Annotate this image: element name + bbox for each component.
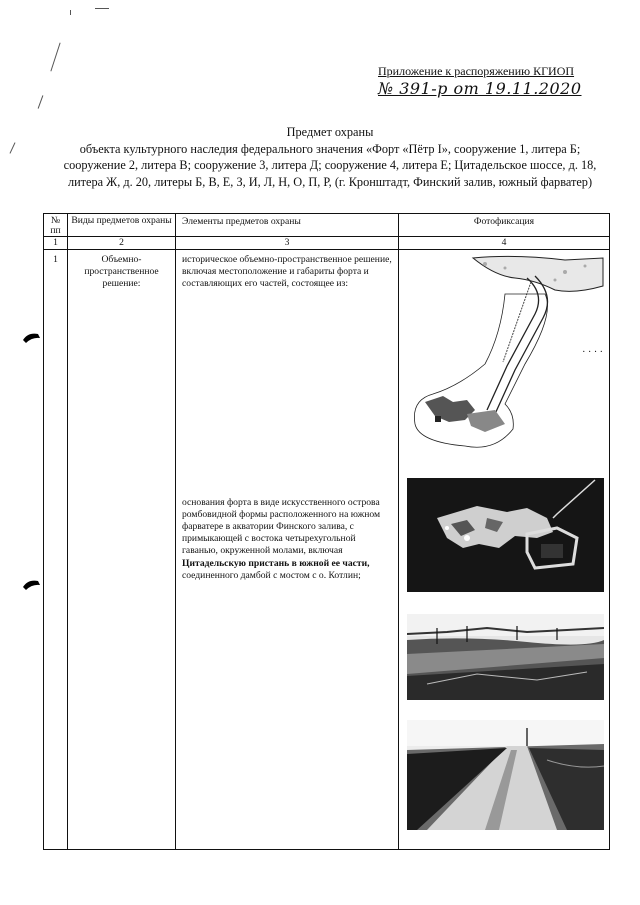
dam-bridge-photo	[407, 614, 604, 700]
scan-artifact-line	[70, 10, 71, 15]
document-title	[50, 124, 610, 190]
protection-subject-table	[43, 213, 610, 850]
binder-hole-mark	[22, 577, 42, 598]
element-2-text-end: соединенного дамбой с мостом с о. Котлин;	[182, 569, 361, 581]
header-num: № пп	[44, 214, 68, 237]
order-number-date: № 391-р от 19.11.2020	[378, 79, 582, 98]
row-number: 1	[44, 250, 68, 850]
fort-plan-drawing	[405, 254, 605, 454]
header-photo: Фотофиксация	[399, 214, 610, 237]
element-paragraph-1: историческое объемно-пространственное решение, включая местоположение и габариты форта и составляющих его частей, состоящее из:	[182, 254, 392, 290]
index-cell: 2	[68, 237, 176, 250]
binder-hole-mark	[22, 330, 42, 351]
table-header-row	[44, 214, 610, 237]
scan-artifact-line	[10, 142, 16, 153]
row-elements	[176, 250, 399, 850]
fort-aerial-photo	[407, 478, 604, 592]
header-kind: Виды предметов охраны	[68, 214, 176, 237]
header-elements: Элементы предметов охраны	[176, 214, 399, 237]
photo-column	[399, 250, 609, 849]
scan-artifact-line	[38, 95, 44, 108]
table-row	[44, 250, 610, 850]
photo-dots: · · · ·	[582, 347, 603, 358]
row-kind: Объемно-пространственное решение:	[68, 250, 176, 850]
index-cell: 4	[399, 237, 610, 250]
element-2-text: основания форта в виде искусственного острова ромбовидной формы расположенного на южном фарватере в акватории Финского залива, с примыкающей с востока четырехугольной гаванью, окруженной молами, включая	[182, 496, 381, 557]
row-photos	[399, 250, 610, 850]
element-paragraph-2	[182, 497, 392, 582]
scan-artifact-line	[50, 43, 60, 72]
index-cell: 3	[176, 237, 399, 250]
index-cell: 1	[44, 237, 68, 250]
dam-road-photo	[407, 720, 604, 830]
title-heading: Предмет охраны	[286, 125, 374, 139]
title-subject: объекта культурного наследия федерального значения «Форт «Пётр I», сооружение 1, литера Б; сооружение 2, литера В; сооружение 3, литера Д; сооружение 4, литера Е; Цитадельское шоссе, д. 18, литера Ж, д. 20, литеры Б, В, Е, З, И, Л, Н, О, П, Р, (г. Кронштадт, Финский залив, южный фарватер)	[63, 141, 597, 189]
element-2-bold-text: Цитадельскую пристань в южной ее части,	[182, 557, 370, 569]
index-row	[44, 237, 610, 250]
scan-artifact-line	[95, 8, 109, 9]
document-header	[378, 64, 610, 98]
appendix-line: Приложение к распоряжению КГИОП	[378, 64, 575, 78]
